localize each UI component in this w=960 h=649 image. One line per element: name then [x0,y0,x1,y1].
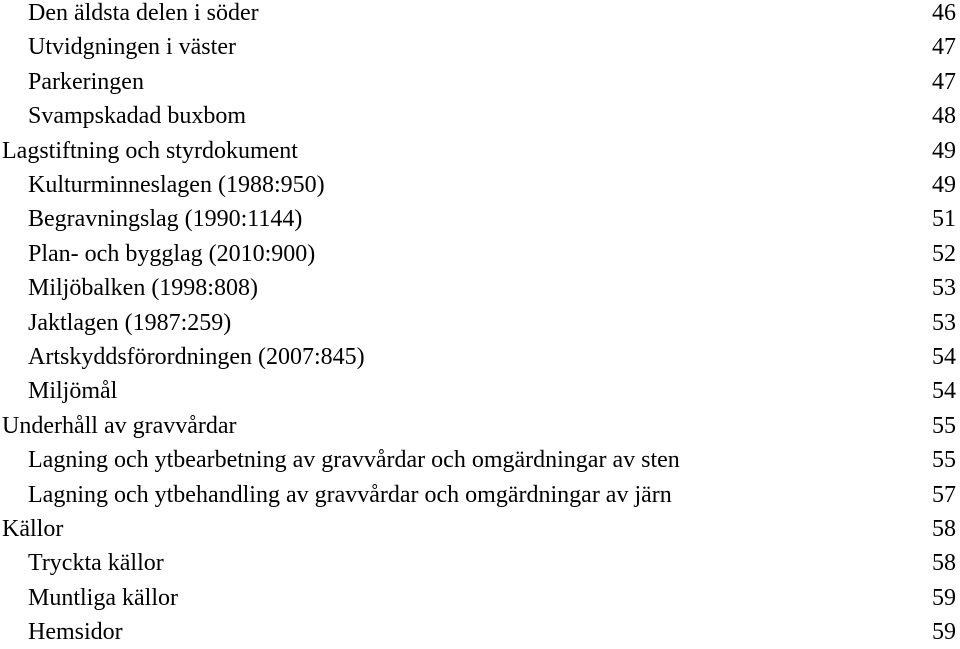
toc-entry-page-number: 58 [932,550,956,577]
toc-entry-page-number: 59 [932,619,956,646]
toc-entry[interactable] [0,271,960,305]
toc-entry-page-number: 46 [932,0,956,26]
toc-entry-page-number: 54 [932,344,956,370]
toc-entry-title: Muntliga källor [28,584,178,611]
toc-entry-title: Begravningslag (1990:1144) [28,206,303,233]
toc-entry-page-number: 48 [932,103,956,130]
toc-entry-title: Jaktlagen (1987:259) [28,309,232,336]
toc-entry[interactable] [0,615,960,649]
toc-entry-title: Lagstiftning och styrdokument [2,137,298,164]
toc-entry-title: Källor [2,516,64,542]
toc-entry[interactable] [0,443,960,477]
toc-entry-page-number: 54 [932,378,956,405]
toc-entry-page-number: 58 [932,516,956,542]
toc-entry-title: Plan- och bygglag (2010:900) [28,240,316,267]
toc-entry[interactable] [0,65,960,99]
toc-entry[interactable] [0,306,960,340]
toc-entry[interactable] [0,512,960,546]
toc-entry[interactable] [0,374,960,408]
toc-entry[interactable] [0,581,960,615]
toc-entry[interactable] [0,30,960,64]
toc-entry-page-number: 52 [932,240,956,267]
toc-entry[interactable] [0,478,960,512]
toc-entry-title: Svampskadad buxbom [28,103,246,130]
toc-entry[interactable] [0,202,960,236]
toc-entry-title: Lagning och ytbehandling av gravvårdar och omgärdningar av järn [28,481,672,508]
toc-entry[interactable] [0,340,960,374]
toc-entry-page-number: 51 [932,206,956,233]
toc-entry-page-number: 55 [932,447,956,474]
toc-entry[interactable] [0,0,960,30]
toc-entry-page-number: 55 [932,412,956,439]
toc-entry[interactable] [0,237,960,271]
toc-entry-title: Hemsidor [28,619,123,646]
toc-entry-page-number: 59 [932,584,956,611]
toc-entry-page-number: 49 [932,172,956,198]
toc-entry-title: Underhåll av gravvårdar [2,412,237,439]
toc-entry[interactable] [0,134,960,168]
toc-entry-title: Lagning och ytbearbetning av gravvårdar och omgärdningar av sten [28,447,680,474]
toc-entry[interactable] [0,99,960,133]
toc-entry-page-number: 49 [932,137,956,164]
toc-entry-page-number: 57 [932,481,956,508]
toc-entry-title: Artskyddsförordningen (2007:845) [28,344,365,370]
toc-entry-page-number: 53 [932,309,956,336]
toc-entry-title: Miljöbalken (1998:808) [28,275,258,302]
toc-entry-title: Parkeringen [28,68,144,95]
toc-entry[interactable] [0,409,960,443]
toc-entry-title: Miljömål [28,378,118,405]
toc-entry-title: Kulturminneslagen (1988:950) [28,172,325,198]
toc-entry-title: Den äldsta delen i söder [28,0,259,26]
toc-entry-page-number: 53 [932,275,956,302]
toc-entry[interactable] [0,546,960,580]
toc-entry-title: Tryckta källor [28,550,164,577]
toc-entry-page-number: 47 [932,34,956,61]
toc-entry-page-number: 47 [932,68,956,95]
toc-entry[interactable] [0,168,960,202]
toc-entry-title: Utvidgningen i väster [28,34,236,61]
